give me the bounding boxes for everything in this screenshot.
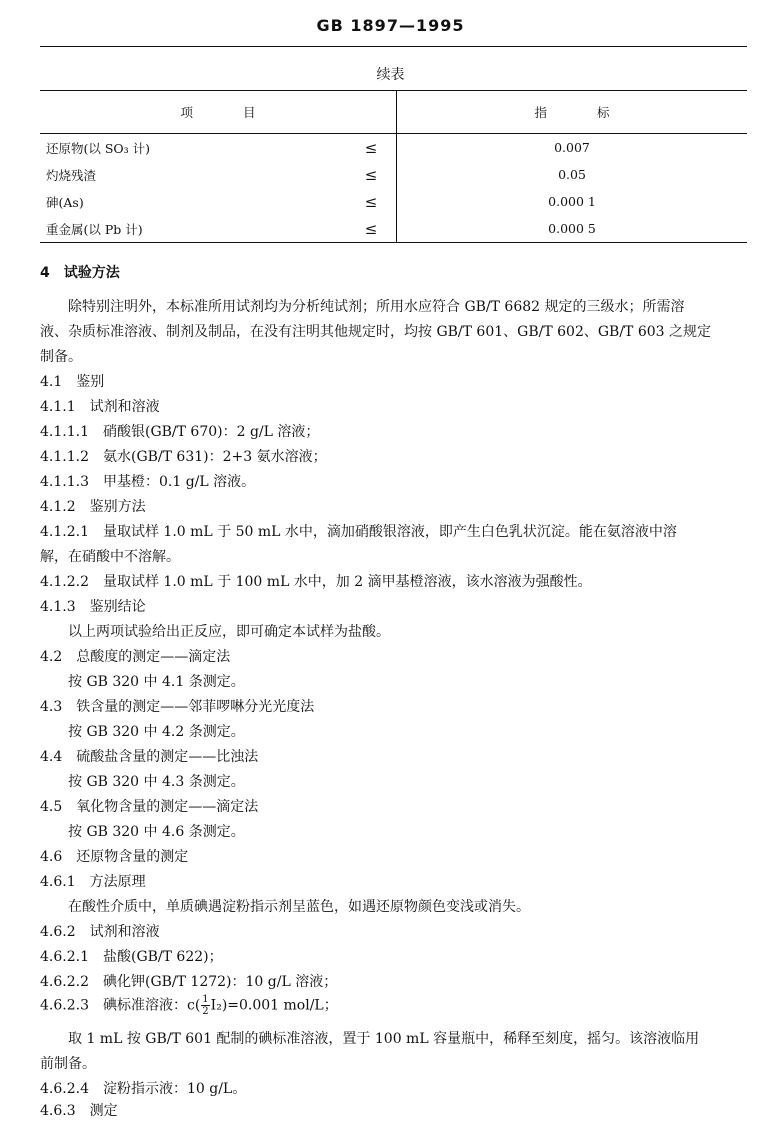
row-item: 砷(As) — [46, 194, 84, 210]
iodine-formula-suffix: I₂)=0.001 mol/L； — [210, 997, 338, 1014]
table-row — [40, 188, 747, 215]
row-op: ≤ — [364, 138, 378, 157]
row-value: 0.000 1 — [397, 188, 748, 215]
text-4-4: 按 GB 320 中 4.3 条测定。 — [68, 774, 245, 790]
heading-4-1-3: 4.1.3 鉴别结论 — [40, 599, 146, 615]
item-4-6-2-4: 4.6.2.4 淀粉指示液：10 g/L。 — [40, 1081, 247, 1097]
intro-line-3: 制备。 — [40, 349, 82, 365]
heading-4-5: 4.5 氧化物含量的测定——滴定法 — [40, 799, 259, 815]
text-4-6-1: 在酸性介质中，单质碘遇淀粉指示剂呈蓝色，如遇还原物颜色变浅或消失。 — [68, 899, 530, 915]
fraction-denominator: 2 — [202, 1006, 209, 1017]
row-item: 还原物(以 SO₃ 计) — [46, 140, 151, 156]
fraction-numerator: 1 — [202, 994, 209, 1005]
spec-table — [40, 90, 747, 243]
section-4-title: 4 试验方法 — [40, 265, 120, 281]
row-op: ≤ — [364, 165, 378, 184]
header-rule — [40, 46, 747, 47]
text-4-2: 按 GB 320 中 4.1 条测定。 — [68, 674, 245, 690]
table-row — [40, 215, 747, 243]
item-4-6-2-3 — [40, 994, 338, 1017]
heading-4-1-2: 4.1.2 鉴别方法 — [40, 499, 146, 515]
heading-4-1: 4.1 鉴别 — [40, 374, 105, 390]
item-4-1-2-2: 4.1.2.2 量取试样 1.0 mL 于 100 mL 水中，加 2 滴甲基橙溶液，该水溶液为强酸性。 — [40, 574, 592, 590]
heading-4-4: 4.4 硫酸盐含量的测定——比浊法 — [40, 749, 259, 765]
iodine-formula-prefix: 4.6.2.3 碘标准溶液：c( — [40, 997, 201, 1014]
table-row — [40, 134, 747, 162]
text-4-6-2-3-b: 前制备。 — [40, 1056, 96, 1072]
text-4-3: 按 GB 320 中 4.2 条测定。 — [68, 724, 245, 740]
item-4-1-2-1-a: 4.1.2.1 量取试样 1.0 mL 于 50 mL 水中，滴加硝酸银溶液，即产生白色乳状沉淀。能在氨溶液中溶 — [40, 524, 677, 540]
row-value: 0.000 5 — [397, 215, 748, 243]
item-4-1-1-1: 4.1.1.1 硝酸银(GB/T 670)：2 g/L 溶液； — [40, 424, 320, 440]
item-4-1-1-2: 4.1.1.2 氨水(GB/T 631)：2+3 氨水溶液； — [40, 449, 327, 465]
item-4-1-1-3: 4.1.1.3 甲基橙：0.1 g/L 溶液。 — [40, 474, 256, 490]
row-op: ≤ — [364, 192, 378, 211]
table-row — [40, 161, 747, 188]
intro-line-2: 液、杂质标准溶液、制剂及制品，在没有注明其他规定时，均按 GB/T 601、GB/T 602、GB/T 603 之规定 — [40, 324, 711, 340]
item-4-1-2-1-b: 解，在硝酸中不溶解。 — [40, 549, 180, 565]
heading-4-2: 4.2 总酸度的测定——滴定法 — [40, 649, 231, 665]
fraction-one-half — [201, 994, 209, 1017]
heading-4-3: 4.3 铁含量的测定——邻菲啰啉分光光度法 — [40, 699, 315, 715]
row-item: 重金属(以 Pb 计) — [40, 215, 346, 243]
intro-line-1: 除特别注明外，本标准所用试剂均为分析纯试剂；所用水应符合 GB/T 6682 规定的三级水；所需溶 — [68, 299, 685, 315]
heading-4-6-1: 4.6.1 方法原理 — [40, 874, 146, 890]
table-caption: 续表 — [376, 67, 405, 83]
heading-4-1-1: 4.1.1 试剂和溶液 — [40, 399, 160, 415]
heading-4-6-3: 4.6.3 测定 — [40, 1103, 118, 1119]
item-4-6-2-1: 4.6.2.1 盐酸(GB/T 622)； — [40, 949, 223, 965]
heading-4-6-2: 4.6.2 试剂和溶液 — [40, 924, 160, 940]
text-4-5: 按 GB 320 中 4.6 条测定。 — [68, 824, 245, 840]
col-item-header: 项 目 — [40, 91, 397, 134]
row-value: 0.05 — [397, 161, 748, 188]
table-header-row — [40, 91, 747, 134]
row-value: 0.007 — [397, 134, 748, 162]
standard-code-header: GB 1897—1995 — [316, 16, 465, 35]
item-4-6-2-2: 4.6.2.2 碘化钾(GB/T 1272)：10 g/L 溶液； — [40, 974, 338, 990]
text-4-1-3: 以上两项试验给出正反应，即可确定本试样为盐酸。 — [68, 624, 390, 640]
text-4-6-2-3-a: 取 1 mL 按 GB/T 601 配制的碘标准溶液，置于 100 mL 容量瓶中，稀释至刻度，摇匀。该溶液临用 — [68, 1031, 700, 1047]
row-item: 灼烧残渣 — [46, 167, 97, 183]
col-index-header: 指 标 — [397, 91, 748, 134]
row-op: ≤ — [346, 215, 397, 243]
heading-4-6: 4.6 还原物含量的测定 — [40, 849, 189, 865]
